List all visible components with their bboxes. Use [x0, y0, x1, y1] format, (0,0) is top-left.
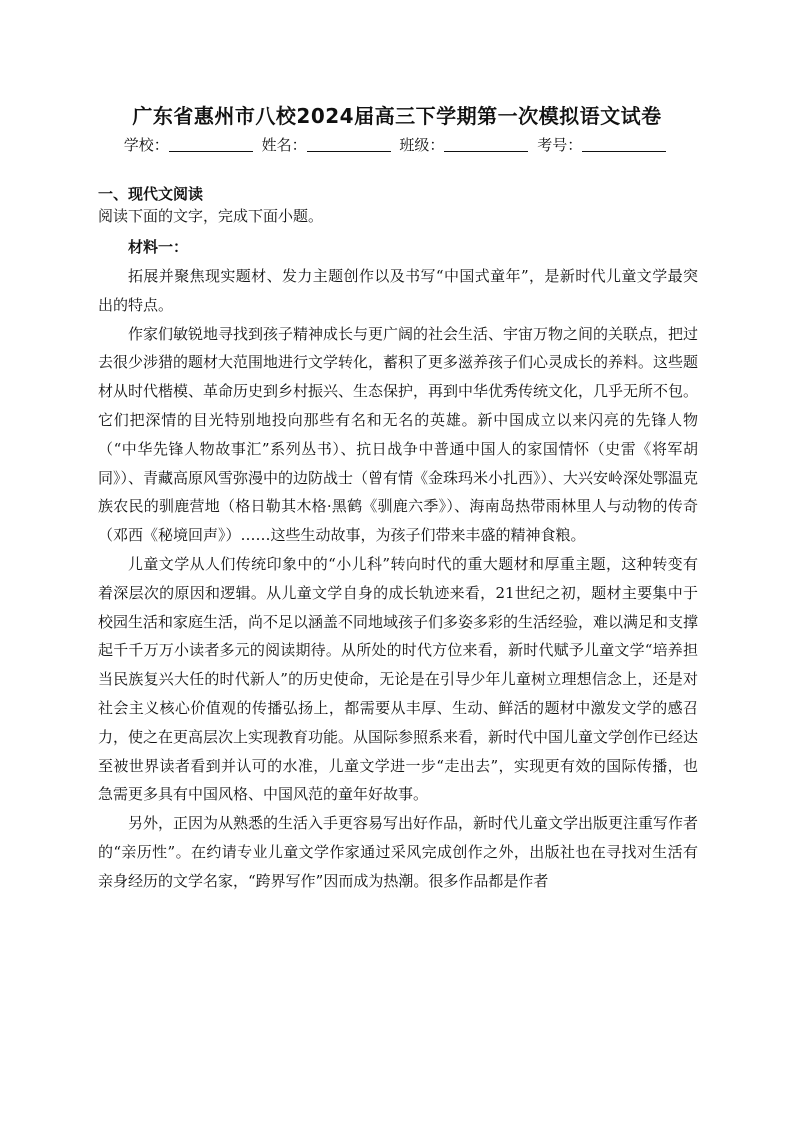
paragraph: 儿童文学从人们传统印象中的“小儿科”转向时代的重大题材和厚重主题，这种转变有着深层次的原因和逻辑。从儿童文学自身的成长轨迹来看，21世纪之初，题材主要集中于校园生活和家庭生活，尚不足以涵盖不同地域孩子们多姿多彩的生活经验，难以满足和支撑起千千万万小读者多元的阅读期待。从所处的时代方位来看，新时代赋予儿童文学“培养担当民族复兴大任的时代新人”的历史使命，无论是在引导少年儿童树立理想信念上，还是对社会主义核心价值观的传播弘扬上，都需要从丰厚、生动、鲜活的题材中激发文学的感召力，使之在更高层次上实现教育功能。从国际参照系来看，新时代中国儿童文学创作已经达至被世界读者看到并认可的水准，儿童文学进一步“走出去”，实现更有效的国际传播，也急需更多具有中国风格、中国风范的童年好故事。 [98, 554, 699, 804]
school-label: 学校： [123, 136, 169, 154]
section-instruction: 阅读下面的文字，完成下面小题。 [98, 207, 324, 225]
exam-number-label: 考号： [537, 136, 583, 154]
school-blank[interactable] [169, 137, 253, 152]
class-blank[interactable] [444, 137, 528, 152]
name-blank[interactable] [307, 137, 391, 152]
exam-title: 广东省惠州市八校2024届高三下学期第一次模拟语文试卷 [132, 104, 662, 128]
paragraph: 拓展并聚焦现实题材、发力主题创作以及书写“中国式童年”，是新时代儿童文学最突出的特点。 [98, 267, 698, 314]
paragraph: 另外，正因为从熟悉的生活入手更容易写出好作品，新时代儿童文学出版更注重写作者的“亲历性”。在约请专业儿童文学作家通过采风完成创作之外，出版社也在寻找对生活有亲身经历的文学名家，“跨界写作”因而成为热潮。很多作品都是作者 [98, 814, 699, 890]
section-heading: 一、现代文阅读 [98, 185, 204, 203]
student-info-line [0, 134, 794, 155]
class-label: 班级： [399, 136, 445, 154]
paragraph: 作家们敏锐地寻找到孩子精神成长与更广阔的社会生活、宇宙万物之间的关联点，把过去很少涉猎的题材大范围地进行文学转化，蓄积了更多滋养孩子们心灵成长的养料。这些题材从时代楷模、革命历史到乡村振兴、生态保护，再到中华优秀传统文化，几乎无所不包。它们把深情的目光特别地投向那些有名和无名的英雄。新中国成立以来闪亮的先锋人物（“中华先锋人物故事汇”系列丛书）、抗日战争中普通中国人的家国情怀（史雷《将军胡同》）、青藏高原风雪弥漫中的边防战士（曾有情《金珠玛米小扎西》）、大兴安岭深处鄂温克族农民的驯鹿营地（格日勒其木格·黑鹤《驯鹿六季》）、海南岛热带雨林里人与动物的传奇（邓西《秘境回声》）……这些生动故事，为孩子们带来丰盛的精神食粮。 [98, 324, 699, 545]
material-label: 材料一： [128, 238, 189, 256]
exam-number-blank[interactable] [582, 137, 666, 152]
name-label: 姓名： [261, 136, 307, 154]
passage-body [98, 262, 698, 896]
